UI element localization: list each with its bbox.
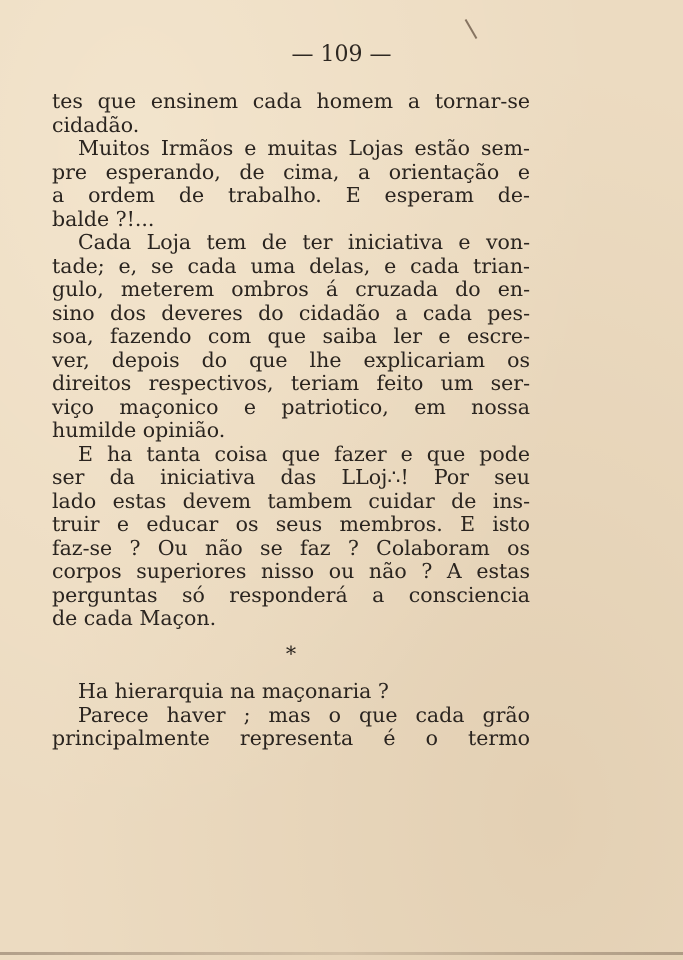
text-line: Parece haver ; mas o que cada grão	[78, 702, 530, 727]
text-line: a ordem de trabalho. E esperam de-	[52, 183, 530, 207]
text-line: Ha hierarquia na maçonaria ?	[78, 679, 389, 703]
text-line: lado estas devem tambem cuidar de ins-	[52, 488, 530, 513]
asterism: *	[285, 641, 297, 666]
text-line: truir e educar os seus membros. E isto	[52, 512, 530, 536]
text-line: viço maçonico e patriotico, em nossa	[52, 394, 530, 419]
text-line: E ha tanta coisa que fazer e que pode	[78, 441, 530, 466]
text-line: principalmente representa é o termo	[52, 726, 530, 750]
body-text	[52, 90, 530, 751]
text-line: cidadão.	[52, 112, 140, 137]
text-line: de cada Maçon.	[52, 606, 217, 630]
text-line: faz-se ? Ou não se faz ? Colaboram os	[52, 535, 530, 560]
text-line: Cada Loja tem de ter iniciativa e von-	[78, 230, 530, 254]
text-line: balde ?!...	[52, 206, 155, 231]
text-line: soa, fazendo com que saiba ler e escre-	[52, 324, 530, 348]
text-line: Muitos Irmãos e muitas Lojas estão sem-	[78, 136, 530, 160]
text-line: gulo, meterem ombros á cruzada do en-	[52, 277, 530, 301]
text-line: sino dos deveres do cidadão a cada pes-	[52, 300, 530, 325]
page-number: — 109 —	[291, 42, 392, 67]
text-line: direitos respectivos, teriam feito um ser-	[52, 371, 530, 395]
page-bottom-edge	[0, 952, 683, 955]
text-line: corpos superiores nisso ou não ? A estas	[52, 559, 530, 583]
text-line: tade; e, se cada uma delas, e cada trian-	[52, 253, 530, 278]
ink-mark	[465, 19, 478, 39]
text-line: pre esperando, de cima, a orientação e	[52, 159, 530, 184]
text-line: ser da iniciativa das LLoj∴! Por seu	[52, 465, 530, 489]
text-line: humilde opinião.	[52, 418, 226, 442]
text-line: tes que ensinem cada homem a tornar-se	[52, 89, 530, 113]
text-line: perguntas só responderá a consciencia	[52, 582, 530, 607]
text-line: ver, depois do que lhe explicariam os	[52, 347, 530, 372]
